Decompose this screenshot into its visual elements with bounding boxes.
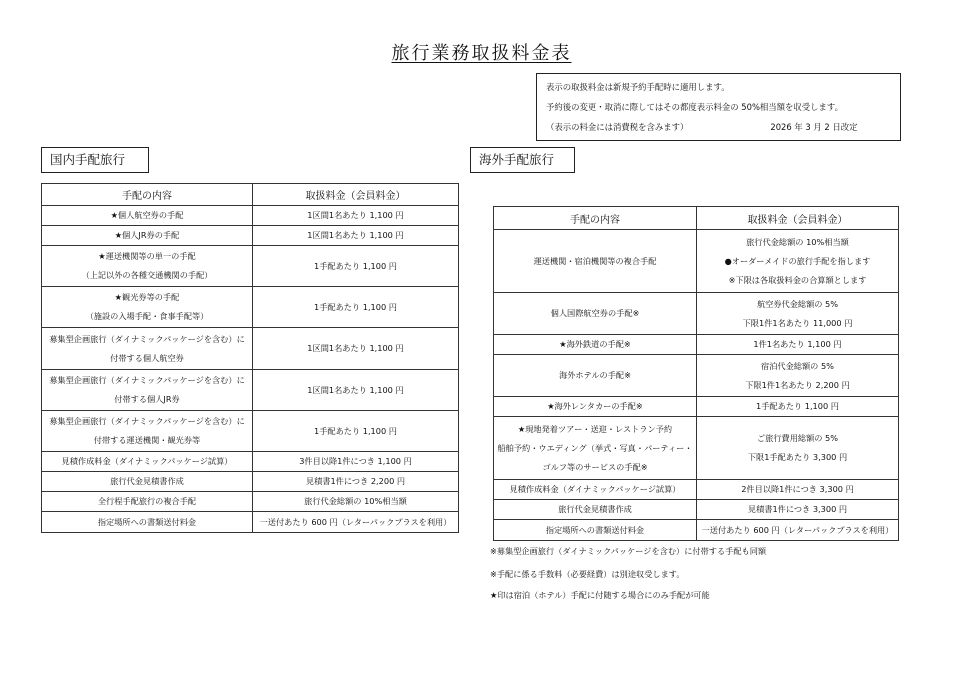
table-row bbox=[42, 226, 459, 246]
item-cell: 旅行代金見積書作成 bbox=[42, 472, 253, 492]
table-row bbox=[494, 417, 899, 480]
table-row bbox=[494, 500, 899, 520]
item-cell: 募集型企画旅行（ダイナミックパッケージを含む）に 付帯する運送機関・観光券等 bbox=[42, 411, 253, 452]
revision-date: 2026 年 3 月 2 日改定 bbox=[770, 122, 858, 132]
item-cell: ★海外鉄道の手配※ bbox=[494, 335, 697, 355]
column-header: 手配の内容 bbox=[494, 207, 697, 230]
footnote: ★印は宿泊（ホテル）手配に付随する場合にのみ手配が可能 bbox=[490, 590, 710, 600]
item-cell: 募集型企画旅行（ダイナミックパッケージを含む）に 付帯する個人航空券 bbox=[42, 328, 253, 370]
fee-cell: 1手配あたり 1,100 円 bbox=[253, 411, 459, 452]
table-row bbox=[42, 206, 459, 226]
fee-cell: ご旅行費用総額の 5% 下限1手配あたり 3,300 円 bbox=[697, 417, 899, 480]
fee-cell: 宿泊代金総額の 5% 下限1件1名あたり 2,200 円 bbox=[697, 355, 899, 397]
table-row bbox=[42, 328, 459, 370]
overseas-table bbox=[493, 206, 899, 541]
table-row bbox=[42, 512, 459, 533]
fee-cell: 2件目以降1件につき 3,300 円 bbox=[697, 480, 899, 500]
fee-cell: 見積書1件につき 2,200 円 bbox=[253, 472, 459, 492]
table-row bbox=[42, 411, 459, 452]
fee-cell: 旅行代金総額の 10%相当額 ●オーダーメイドの旅行手配を指します ※下限は各取扱料金の合算額とします bbox=[697, 230, 899, 293]
footnote: ※募集型企画旅行（ダイナミックパッケージを含む）に付帯する手配も同額 bbox=[490, 546, 767, 556]
table-row bbox=[494, 480, 899, 500]
item-cell: 見積作成料金（ダイナミックパッケージ試算） bbox=[42, 452, 253, 472]
fee-cell: 1区間1名あたり 1,100 円 bbox=[253, 328, 459, 370]
table-row bbox=[42, 246, 459, 287]
fee-cell: 1件1名あたり 1,100 円 bbox=[697, 335, 899, 355]
notice-line: 予約後の変更・取消に際してはその都度表示料金の 50%相当額を収受します。 bbox=[546, 102, 843, 112]
fee-cell: 1手配あたり 1,100 円 bbox=[697, 397, 899, 417]
item-cell: 見積作成料金（ダイナミックパッケージ試算） bbox=[494, 480, 697, 500]
column-header: 取扱料金（会員料金） bbox=[253, 184, 459, 206]
item-cell: 指定場所への書類送付料金 bbox=[42, 512, 253, 533]
footnote: ※手配に係る手数料（必要経費）は別途収受します。 bbox=[490, 569, 685, 579]
column-header: 手配の内容 bbox=[42, 184, 253, 206]
fee-cell: 航空券代金総額の 5% 下限1件1名あたり 11,000 円 bbox=[697, 293, 899, 335]
item-cell: 全行程手配旅行の複合手配 bbox=[42, 492, 253, 512]
table-row bbox=[494, 397, 899, 417]
fee-cell: 一送付あたり 600 円（レターパックプラスを利用） bbox=[697, 520, 899, 541]
item-cell: 旅行代金見積書作成 bbox=[494, 500, 697, 520]
fee-cell: 一送付あたり 600 円（レターパックプラスを利用） bbox=[253, 512, 459, 533]
table-row bbox=[494, 230, 899, 293]
table-row bbox=[42, 492, 459, 512]
notice-box bbox=[536, 73, 901, 141]
domestic-table bbox=[41, 183, 459, 533]
notice-line: （表示の料金には消費税を含みます） bbox=[546, 122, 689, 132]
page-title: 旅行業務取扱料金表 bbox=[391, 43, 572, 64]
table-row bbox=[42, 452, 459, 472]
column-header: 取扱料金（会員料金） bbox=[697, 207, 899, 230]
item-cell: 海外ホテルの手配※ bbox=[494, 355, 697, 397]
table-row bbox=[42, 472, 459, 492]
notice-line: 表示の取扱料金は新規予約手配時に適用します。 bbox=[546, 82, 730, 92]
item-cell: ★個人航空券の手配 bbox=[42, 206, 253, 226]
overseas-heading: 海外手配旅行 bbox=[470, 147, 575, 173]
item-cell: 運送機関・宿泊機関等の複合手配 bbox=[494, 230, 697, 293]
domestic-heading: 国内手配旅行 bbox=[41, 147, 149, 173]
table-row bbox=[494, 335, 899, 355]
fee-cell: 1区間1名あたり 1,100 円 bbox=[253, 226, 459, 246]
table-row bbox=[494, 293, 899, 335]
fee-cell: 旅行代金総額の 10%相当額 bbox=[253, 492, 459, 512]
table-row bbox=[494, 355, 899, 397]
item-cell: ★運送機関等の単一の手配 （上記以外の各種交通機関の手配） bbox=[42, 246, 253, 287]
fee-cell: 見積書1件につき 3,300 円 bbox=[697, 500, 899, 520]
table-row bbox=[494, 520, 899, 541]
item-cell: ★個人JR券の手配 bbox=[42, 226, 253, 246]
fee-cell: 1手配あたり 1,100 円 bbox=[253, 246, 459, 287]
fee-cell: 3件目以降1件につき 1,100 円 bbox=[253, 452, 459, 472]
table-header-row bbox=[494, 207, 899, 230]
item-cell: 募集型企画旅行（ダイナミックパッケージを含む）に 付帯する個人JR券 bbox=[42, 370, 253, 411]
table-row bbox=[42, 370, 459, 411]
fee-cell: 1区間1名あたり 1,100 円 bbox=[253, 370, 459, 411]
item-cell: 個人国際航空券の手配※ bbox=[494, 293, 697, 335]
fee-cell: 1区間1名あたり 1,100 円 bbox=[253, 206, 459, 226]
table-header-row bbox=[42, 184, 459, 206]
item-cell: ★現地発着ツアー・送迎・レストラン予約 船舶予約・ウエディング（挙式・写真・パーティー・ ゴルフ等のサービスの手配※ bbox=[494, 417, 697, 480]
fee-cell: 1手配あたり 1,100 円 bbox=[253, 287, 459, 328]
table-row bbox=[42, 287, 459, 328]
item-cell: ★海外レンタカーの手配※ bbox=[494, 397, 697, 417]
item-cell: 指定場所への書類送付料金 bbox=[494, 520, 697, 541]
item-cell: ★観光券等の手配 （施設の入場手配・食事手配等） bbox=[42, 287, 253, 328]
